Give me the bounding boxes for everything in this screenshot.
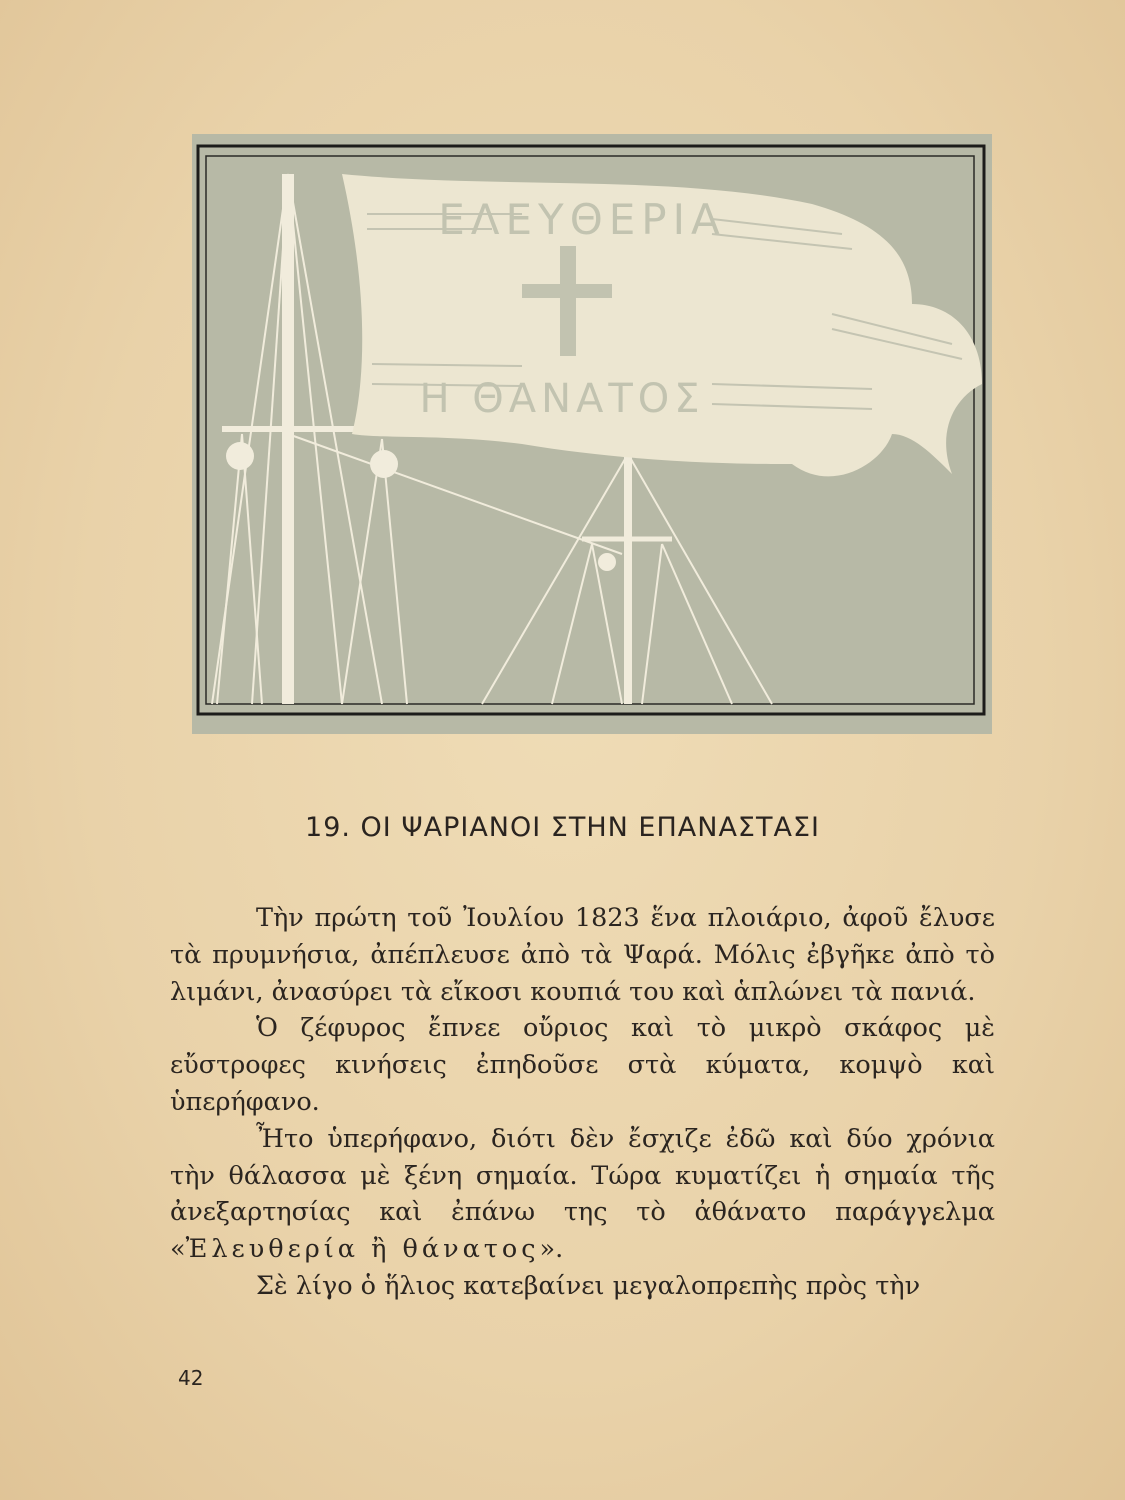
motto-text: Ἐλευθερία ἢ θάνατος	[185, 1234, 540, 1265]
banner-top-text: ΕΛΕΥΘΕΡΙΑ	[438, 195, 726, 244]
banner-bottom-text: Η ΘΑΝΑΤΟΣ	[419, 376, 705, 422]
paragraph-2: Ὁ ζέφυρος ἔπνεε οὔριος καὶ τὸ μικρὸ σκάφος μὲ εὔστροφες κινήσεις ἐπηδοῦσε στὰ κύματα, κομψὸ καὶ ὑπερήφανο.	[170, 1013, 995, 1117]
body-text	[170, 900, 995, 1305]
paragraph-3-end: ».	[539, 1234, 564, 1265]
paragraph-3-start: Ἦτο ὑπερήφανο, διότι δὲν ἔσχιζε ἐδῶ καὶ δύο χρόνια τὴν θάλασσα μὲ ξένη σημαία. Τώρα κυματίζει ἡ σημαία τῆς ἀνεξαρτησίας καὶ ἐπάνω της τὸ ἀθάνατο παράγγελμα «	[170, 1123, 995, 1265]
paragraph-4: Σὲ λίγο ὁ ἥλιος κατεβαίνει μεγαλοπρεπὴς πρὸς τὴν	[256, 1270, 921, 1301]
chapter-title: 19. ΟΙ ΨΑΡΙΑΝΟΙ ΣΤΗΝ ΕΠΑΝΑΣΤΑΣΙ	[305, 812, 820, 843]
page-number: 42	[178, 1366, 204, 1390]
paragraph-1: Τὴν πρώτη τοῦ Ἰουλίου 1823 ἕνα πλοιάριο, ἀφοῦ ἔλυσε τὰ πρυμνήσια, ἀπέπλευσε ἀπὸ τὰ Ψαρά. Μόλις ἐβγῆκε ἀπὸ τὸ λιμάνι, ἀνασύρει τὰ εἴκοσι κουπιά του καὶ ἁπλώνει τὰ πανιά.	[170, 903, 995, 1007]
paragraph-3	[170, 1121, 995, 1268]
flag-illustration	[192, 134, 992, 734]
